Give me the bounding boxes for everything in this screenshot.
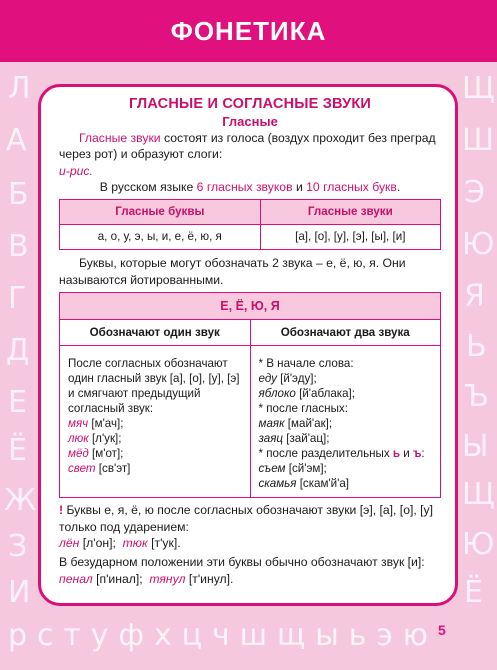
decor-letter: Д (6, 333, 30, 368)
counts-suffix: . (396, 180, 401, 195)
transcription: [скам'й'а] (296, 477, 350, 491)
transcription: [зай'ац]; (283, 432, 330, 446)
decor-letter: Ъ (464, 379, 489, 414)
decor-letter: х (153, 618, 172, 653)
list-item (68, 416, 242, 431)
one-sound-rule: После согласных обозначают один гласный звук [а], [о], [у], [э] и смягчают предыдущий согласный звук: (68, 357, 240, 416)
stress-examples (59, 535, 441, 551)
decor-letter: Ь (466, 329, 487, 364)
stress-note-text: Буквы е, я, ё, ю после согласных обозначают звуки [э], [а], [о], [у] только под ударением: (59, 503, 433, 534)
table-header: Е, Ё, Ю, Я (60, 293, 441, 320)
decor-letter: э (376, 618, 393, 653)
decor-letter: т (63, 618, 81, 653)
decor-bottom-row (8, 618, 428, 653)
table-row (60, 346, 441, 498)
decor-letter: щ (276, 618, 306, 653)
decor-letter: Г (8, 281, 27, 316)
decor-letter: Б (8, 177, 29, 212)
transcription: [св'эт] (95, 462, 131, 476)
example-word: лён (59, 536, 80, 551)
conjunction: и (400, 447, 413, 461)
table-header: Обозначают два звука (250, 320, 441, 346)
decor-letter: ф (118, 618, 145, 653)
rule-heading-text: * после разделительных (258, 447, 393, 461)
transcription: [й'эду]; (276, 372, 317, 386)
intro-term: Гласные звуки (79, 131, 161, 145)
rule-heading: * В начале слова: (258, 357, 354, 371)
decor-letter: Щ (462, 71, 495, 106)
list-item (259, 461, 433, 476)
decor-letter: Ю (462, 227, 495, 262)
list-item (259, 386, 433, 401)
decor-letter: ю (402, 618, 428, 653)
decor-letter: Ю (462, 527, 495, 562)
decor-letter: Ё (464, 575, 483, 610)
decor-letter: Я (464, 279, 485, 314)
example-word: тянул (149, 571, 186, 586)
example-word: яблоко (258, 387, 296, 401)
list-item (259, 476, 433, 491)
decor-letter: ч (211, 618, 230, 653)
counts-middle: и (292, 180, 307, 195)
vowels-table (59, 199, 441, 251)
example-word: скамья (258, 477, 297, 491)
table-header: Обозначают один звук (60, 320, 251, 346)
counts-prefix: В русском языке (99, 180, 197, 195)
decor-letter: И (8, 575, 31, 610)
transcription: [сй'эм]; (285, 462, 327, 476)
intro-text: состоят из голоса (воздух проходит без преград через рот) и образуют слоги: (59, 131, 436, 162)
transcription: [т'ук]. (147, 536, 181, 551)
decor-letter: р (8, 618, 28, 653)
vowel-sounds-count: 6 гласных звуков (196, 180, 293, 195)
stress-note (59, 502, 441, 535)
syllable-example: и-рис. (59, 163, 93, 178)
page-number: 5 (438, 622, 446, 638)
colon: : (421, 447, 425, 461)
example-word: еду (258, 372, 277, 386)
table-header: Гласные звуки (260, 199, 440, 224)
example-syllables (59, 163, 441, 179)
decor-letter: А (6, 123, 27, 158)
transcription: [л'ук]; (88, 432, 122, 446)
counts-line (59, 179, 441, 195)
transcription: [т'инул]. (185, 571, 234, 586)
unstressed-note: В безударном положении эти буквы обычно обозначают звук [и]: (59, 555, 425, 570)
table-cell-one-sound (60, 346, 251, 498)
list-item (68, 431, 242, 446)
table-cell-two-sounds (250, 346, 441, 498)
decor-letter: ы (315, 618, 339, 653)
decor-letter: Ы (462, 429, 489, 464)
list-item (259, 431, 433, 446)
section-title: ГЛАСНЫЕ И СОГЛАСНЫЕ ЗВУКИ (128, 96, 372, 112)
decor-letter: у (90, 618, 109, 653)
decor-letter: Е (8, 385, 27, 420)
list-item (68, 446, 242, 461)
page-header (0, 0, 497, 62)
example-word: мяч (68, 417, 89, 431)
page-title: ФОНЕТИКА (170, 15, 327, 46)
example-word: пенал (59, 571, 93, 586)
example-word: свет (68, 462, 96, 476)
decor-letter: ь (348, 618, 367, 653)
list-item (259, 371, 433, 386)
table-cell: а, о, у, э, ы, и, е, ё, ю, я (60, 225, 261, 250)
table-row (60, 225, 441, 250)
transcription: [май'ак]; (284, 417, 333, 431)
exclamation-icon: ! (59, 503, 64, 518)
example-word: тюк (122, 536, 148, 551)
decor-letter: Э (464, 175, 485, 210)
decor-letter: Щ (462, 477, 495, 512)
list-item (68, 461, 242, 476)
rule-heading (259, 446, 433, 461)
example-word: маяк (258, 417, 285, 431)
decor-letter: Ё (8, 433, 27, 468)
decor-letter: ш (239, 618, 268, 653)
content-card (38, 84, 458, 606)
decor-letter: З (8, 529, 28, 564)
decor-letter: Ш (462, 123, 495, 158)
hard-sign: ъ (412, 447, 422, 461)
example-word: заяц (258, 432, 284, 446)
table-cell: [а], [о], [у], [э], [ы], [и] (260, 225, 440, 250)
unstressed-examples (59, 571, 441, 587)
transcription: [п'инал]; (92, 571, 143, 586)
example-word: съем (258, 462, 286, 476)
subsection-title: Гласные (222, 114, 278, 129)
soft-sign: ь (392, 447, 401, 461)
iotated-paragraph: Буквы, которые могут обозначать 2 звука – е, ё, ю, я. Они называются йотированными. (59, 256, 406, 287)
example-word: мёд (68, 447, 89, 461)
decor-letter: Л (8, 71, 31, 106)
example-word: люк (68, 432, 89, 446)
vowel-letters-count: 10 гласных букв (306, 180, 397, 195)
transcription: [л'он]; (79, 536, 116, 551)
decor-letter: с (36, 618, 54, 653)
iotated-table (59, 292, 441, 498)
decor-letter: Ж (4, 483, 37, 518)
transcription: [м'от]; (88, 447, 124, 461)
table-header: Гласные буквы (60, 199, 261, 224)
decor-letter: В (8, 229, 29, 264)
rule-heading: * после гласных: (258, 402, 348, 416)
list-item (259, 416, 433, 431)
transcription: [м'ач]; (88, 417, 124, 431)
intro-paragraph (59, 130, 441, 163)
transcription: [й'аблака]; (295, 387, 356, 401)
decor-letter: ц (181, 618, 203, 653)
